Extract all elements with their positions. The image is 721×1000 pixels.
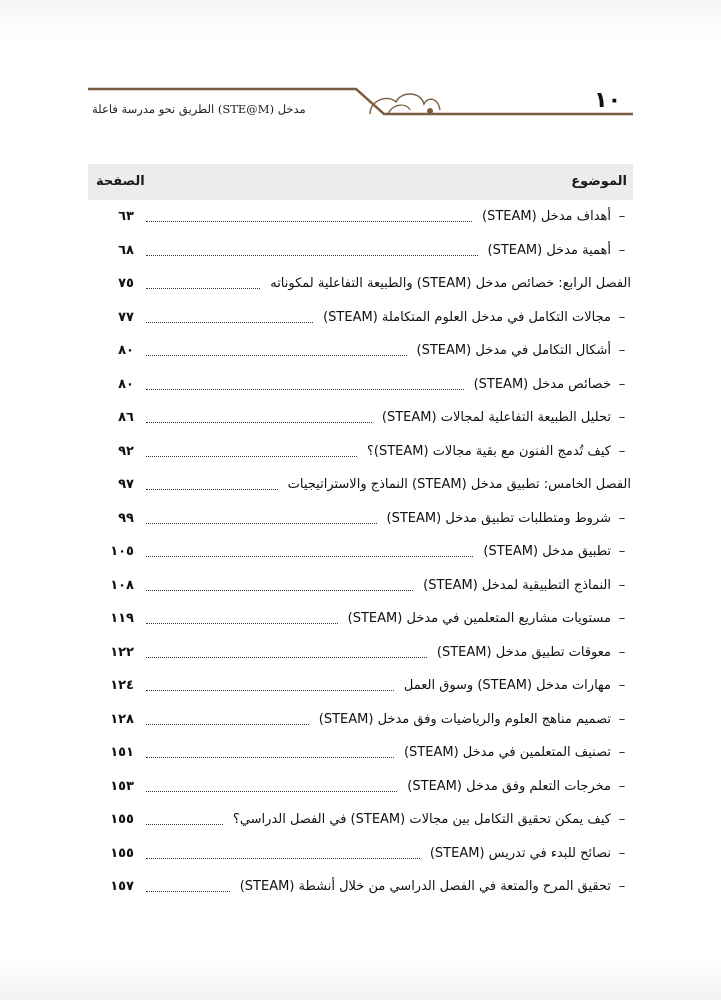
bullet-dash-icon: – [618,577,626,593]
dot-leader [146,221,472,222]
toc-entry-title: أهداف مدخل (STEAM) [482,209,611,225]
toc-entry-title: كيف تُدمج الفنون مع بقية مجالات (STEAM)؟ [366,443,611,459]
toc-item-row [88,669,633,703]
toc-entry-title: شروط ومتطلبات تطبيق مدخل (STEAM) [386,510,611,526]
dot-leader [146,891,230,892]
toc-page-number: ١٢٢ [110,644,134,660]
dot-leader [146,590,413,591]
toc-item-row [88,435,633,469]
bullet-dash-icon: – [618,410,626,426]
toc-item-row [88,703,633,737]
dot-leader [146,858,420,859]
dot-leader [146,389,464,390]
toc-entry-title: تطبيق مدخل (STEAM) [483,544,611,560]
toc-entry-title: مجالات التكامل في مدخل العلوم المتكاملة (STEAM) [323,309,611,325]
toc-page-number: ١٥٥ [110,845,134,861]
dot-leader [146,690,394,691]
toc-page-number: ٧٧ [118,309,134,325]
toc-page-number: ١٢٨ [110,711,134,727]
toc-entry-title: تصنيف المتعلمين في مدخل (STEAM) [403,745,611,761]
toc-item-row [88,334,633,368]
dot-leader [146,556,473,557]
toc-page-number: ٨٠ [118,343,134,359]
table-of-contents [88,200,633,904]
toc-item-row [88,870,633,904]
toc-page-number: ١٥٣ [110,778,134,794]
toc-entry-title: الفصل الرابع: خصائص مدخل (STEAM) والطبيعة التفاعلية لمكوناته [270,276,631,292]
toc-entry-title: الفصل الخامس: تطبيق مدخل (STEAM) النماذج والاستراتيجيات [287,477,631,493]
bullet-dash-icon: – [618,778,626,794]
bullet-dash-icon: – [618,711,626,727]
dot-leader [146,724,309,725]
toc-item-row [88,837,633,871]
bullet-dash-icon: – [618,879,626,895]
toc-page-number: ٨٠ [118,376,134,392]
toc-item-row [88,636,633,670]
dot-leader [146,657,427,658]
toc-item-row [88,569,633,603]
toc-item-row [88,301,633,335]
column-topic-label: الموضوع [571,174,627,189]
page-header [88,80,633,130]
bullet-dash-icon: – [618,443,626,459]
bullet-dash-icon: – [618,745,626,761]
toc-item-row [88,803,633,837]
toc-chapter-row [88,468,633,502]
toc-entry-title: أشكال التكامل في مدخل (STEAM) [416,343,611,359]
toc-page-number: ٧٥ [118,276,134,292]
dot-leader [146,523,377,524]
toc-item-row [88,234,633,268]
bullet-dash-icon: – [618,678,626,694]
toc-entry-title: تحليل الطبيعة التفاعلية لمجالات (STEAM) [381,410,611,426]
bullet-dash-icon: – [618,812,626,828]
toc-item-row [88,535,633,569]
dot-leader [146,255,478,256]
dot-leader [146,322,313,323]
toc-page-number: ١٥١ [110,745,134,761]
bullet-dash-icon: – [618,845,626,861]
toc-page-number: ١٢٤ [110,678,134,694]
toc-page-number: ١٠٨ [110,577,134,593]
bullet-dash-icon: – [618,510,626,526]
toc-header-bar [88,164,633,200]
dot-leader [146,824,223,825]
dot-leader [146,489,278,490]
toc-page-number: ٦٣ [118,209,134,225]
toc-entry-title: معوقات تطبيق مدخل (STEAM) [436,644,611,660]
toc-item-row [88,368,633,402]
toc-entry-title: أهمية مدخل (STEAM) [487,242,611,258]
toc-page-number: ١١٩ [110,611,134,627]
toc-page-number: ٩٧ [118,477,134,493]
toc-item-row [88,401,633,435]
bullet-dash-icon: – [618,343,626,359]
dot-leader [146,757,394,758]
toc-page-number: ٩٩ [118,510,134,526]
toc-entry-title: تصميم مناهج العلوم والرياضيات وفق مدخل (STEAM) [318,711,611,727]
toc-page-number: ١٥٥ [110,812,134,828]
toc-entry-title: كيف يمكن تحقيق التكامل بين مجالات (STEAM) في الفصل الدراسي؟ [232,812,611,828]
toc-entry-title: نصائح للبدء في تدريس (STEAM) [429,845,611,861]
bullet-dash-icon: – [618,309,626,325]
bullet-dash-icon: – [618,209,626,225]
toc-item-row [88,736,633,770]
toc-item-row [88,502,633,536]
toc-page-number: ٩٢ [118,443,134,459]
toc-page-number: ٦٨ [118,242,134,258]
toc-item-row [88,602,633,636]
toc-page-number: ٨٦ [118,410,134,426]
toc-entry-title: النماذج التطبيقية لمدخل (STEAM) [423,577,611,593]
toc-item-row [88,770,633,804]
bullet-dash-icon: – [618,376,626,392]
dot-leader [146,791,397,792]
dot-leader [146,288,260,289]
dot-leader [146,355,407,356]
toc-entry-title: مستويات مشاريع المتعلمين في مدخل (STEAM) [347,611,611,627]
dot-leader [146,623,338,624]
toc-entry-title: مخرجات التعلم وفق مدخل (STEAM) [407,778,611,794]
dot-leader [146,456,357,457]
bullet-dash-icon: – [618,242,626,258]
bullet-dash-icon: – [618,611,626,627]
toc-page-number: ١٥٧ [110,879,134,895]
toc-entry-title: خصائص مدخل (STEAM) [473,376,611,392]
bullet-dash-icon: – [618,544,626,560]
column-page-label: الصفحة [96,174,145,189]
bullet-dash-icon: – [618,644,626,660]
toc-entry-title: تحقيق المرح والمتعة في الفصل الدراسي من خلال أنشطة (STEAM) [239,879,611,895]
dot-leader [146,422,372,423]
toc-chapter-row [88,267,633,301]
running-title: مدخل (STE@M) الطريق نحو مدرسة فاعلة [92,102,306,116]
toc-page-number: ١٠٥ [110,544,134,560]
toc-item-row [88,200,633,234]
toc-entry-title: مهارات مدخل (STEAM) وسوق العمل [403,678,611,694]
page-number: ١٠ [594,88,621,113]
